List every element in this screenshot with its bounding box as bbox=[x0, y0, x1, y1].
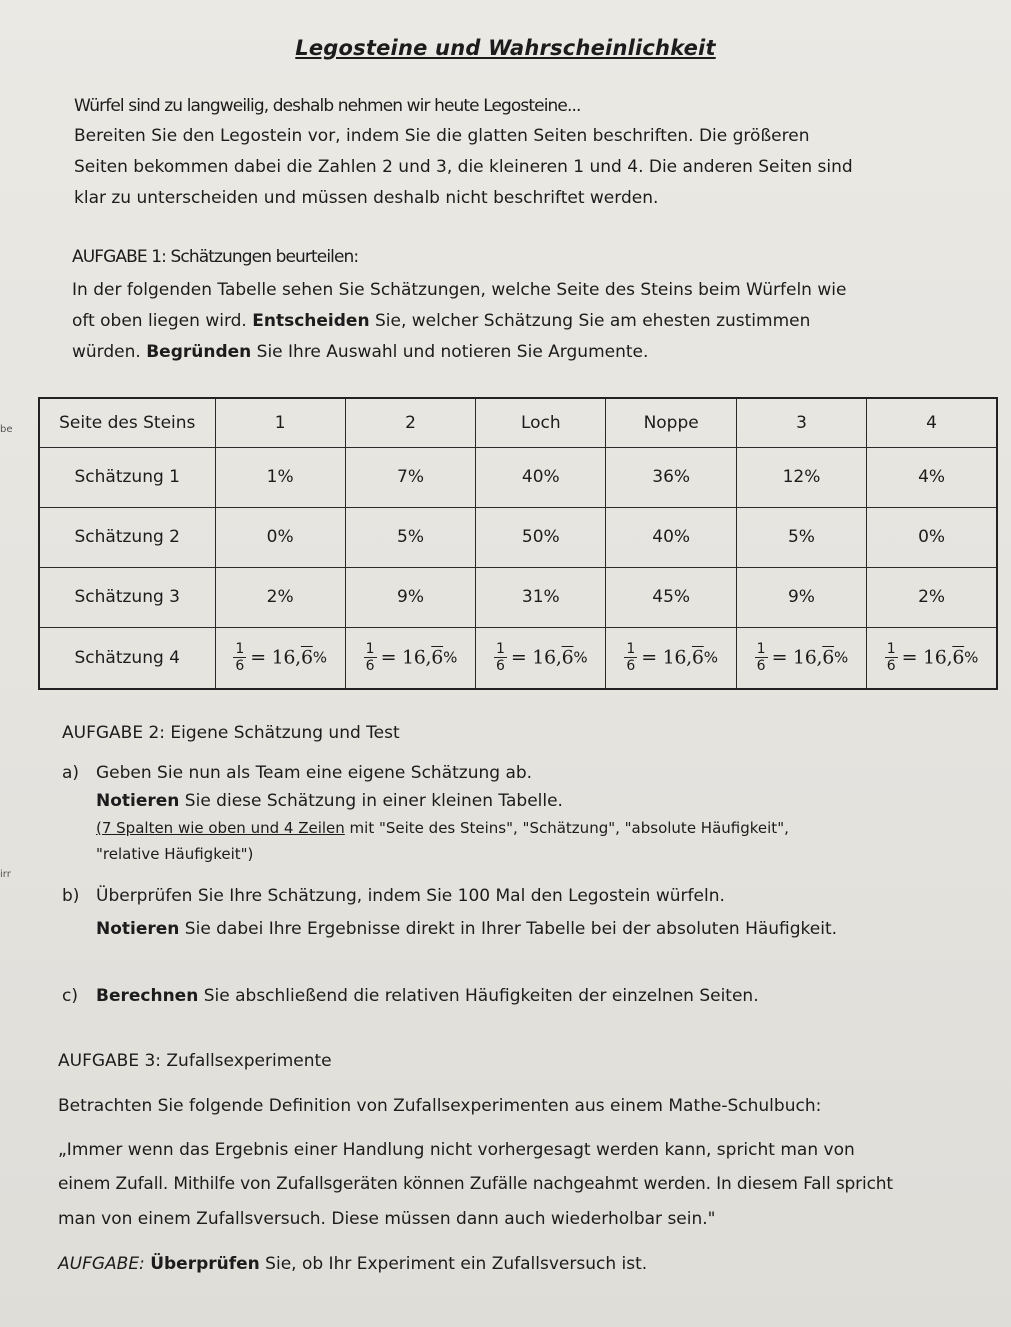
task2-a-note: (7 Spalten wie oben und 4 Zeilen mit "Seite des Steins", "Schätzung", "absolute Häufigkeit", bbox=[96, 819, 789, 837]
table-row-label: Schätzung 1 bbox=[39, 447, 215, 507]
intro-line-4: klar zu unterscheiden und müssen deshalb nicht beschriftet werden. bbox=[74, 188, 659, 208]
task1-line-1: In der folgenden Tabelle sehen Sie Schätzungen, welche Seite des Steins beim Würfeln wie bbox=[72, 280, 847, 300]
table-cell: 7% bbox=[345, 447, 475, 507]
table-row-label: Schätzung 2 bbox=[39, 507, 215, 567]
table-cell: 0% bbox=[215, 507, 345, 567]
task3-quote-2: einem Zufall. Mithilfe von Zufallsgeräten können Zufälle nachgeahmt werden. In diesem Fall spricht bbox=[58, 1174, 893, 1194]
table-cell: 4% bbox=[867, 447, 997, 507]
fraction: $\frac{1}{6}$ bbox=[756, 641, 766, 675]
table-header-cell: 3 bbox=[736, 398, 866, 447]
task2-a-label: a) bbox=[62, 763, 80, 783]
task2-b-label: b) bbox=[62, 886, 80, 906]
table-cell: 40% bbox=[606, 507, 736, 567]
table-cell: 9% bbox=[736, 567, 866, 627]
table-row-label: Schätzung 3 bbox=[39, 567, 215, 627]
intro-line-2: Bereiten Sie den Legostein vor, indem Sie die glatten Seiten beschriften. Die größeren bbox=[74, 126, 810, 146]
task3-line-1: Betrachten Sie folgende Definition von Zufallsexperimenten aus einem Mathe-Schulbuch: bbox=[58, 1096, 822, 1116]
margin-mark: be bbox=[0, 424, 13, 435]
table-row bbox=[39, 507, 997, 567]
table-header-cell: 2 bbox=[345, 398, 475, 447]
task2-a-line-1: Geben Sie nun als Team eine eigene Schätzung ab. bbox=[96, 763, 533, 783]
fraction-cell: $\frac{1}{6}$ = 16,6% bbox=[606, 627, 736, 689]
table-header-cell: Loch bbox=[476, 398, 606, 447]
task3-heading: AUFGABE 3: Zufallsexperimente bbox=[58, 1051, 332, 1071]
task3-quote-1: „Immer wenn das Ergebnis einer Handlung nicht vorhergesagt werden kann, spricht man von bbox=[58, 1140, 855, 1160]
fraction: $\frac{1}{6}$ bbox=[365, 641, 375, 675]
task2-a-note-2: "relative Häufigkeit") bbox=[96, 845, 254, 863]
margin-mark: irr bbox=[0, 869, 11, 880]
table-row-fractions bbox=[39, 627, 997, 689]
page-title: Legosteine und Wahrscheinlichkeit bbox=[295, 36, 716, 60]
intro-line-3: Seiten bekommen dabei die Zahlen 2 und 3, die kleineren 1 und 4. Die anderen Seiten sind bbox=[74, 157, 853, 177]
fraction: $\frac{1}{6}$ bbox=[495, 641, 505, 675]
estimates-table bbox=[38, 397, 998, 690]
fraction: $\frac{1}{6}$ bbox=[235, 641, 245, 675]
fraction-cell: $\frac{1}{6}$ = 16,6% bbox=[345, 627, 475, 689]
table-cell: 36% bbox=[606, 447, 736, 507]
task3-final: AUFGABE: Überprüfen Sie, ob Ihr Experiment ein Zufallsversuch ist. bbox=[58, 1254, 648, 1274]
table-cell: 2% bbox=[867, 567, 997, 627]
table-header-cell: Noppe bbox=[606, 398, 736, 447]
task1-line-3: würden. Begründen Sie Ihre Auswahl und notieren Sie Argumente. bbox=[72, 342, 649, 362]
table-cell: 50% bbox=[476, 507, 606, 567]
table-cell: 12% bbox=[736, 447, 866, 507]
table-cell: 2% bbox=[215, 567, 345, 627]
table-cell: 45% bbox=[606, 567, 736, 627]
task3-quote-3: man von einem Zufallsversuch. Diese müssen dann auch wiederholbar sein." bbox=[58, 1209, 716, 1229]
table-row bbox=[39, 567, 997, 627]
task2-c-line-1: Berechnen Sie abschließend die relativen Häufigkeiten der einzelnen Seiten. bbox=[96, 986, 759, 1006]
table-cell: 0% bbox=[867, 507, 997, 567]
intro-line-1: Würfel sind zu langweilig, deshalb nehmen wir heute Legosteine... bbox=[74, 96, 581, 116]
table-cell: 9% bbox=[345, 567, 475, 627]
fraction: $\frac{1}{6}$ bbox=[886, 641, 896, 675]
task1-heading: AUFGABE 1: Schätzungen beurteilen: bbox=[72, 247, 359, 267]
fraction-cell: $\frac{1}{6}$ = 16,6% bbox=[215, 627, 345, 689]
task2-a-line-2: Notieren Sie diese Schätzung in einer kleinen Tabelle. bbox=[96, 791, 563, 811]
table-row bbox=[39, 447, 997, 507]
table-header-cell: 4 bbox=[867, 398, 997, 447]
table-cell: 5% bbox=[345, 507, 475, 567]
task2-heading: AUFGABE 2: Eigene Schätzung und Test bbox=[62, 723, 400, 743]
table-row-label: Schätzung 4 bbox=[39, 627, 215, 689]
task1-line-2: oft oben liegen wird. Entscheiden Sie, welcher Schätzung Sie am ehesten zustimmen bbox=[72, 311, 811, 331]
task2-c-label: c) bbox=[62, 986, 78, 1006]
fraction: $\frac{1}{6}$ bbox=[626, 641, 636, 675]
table-header-cell: Seite des Steins bbox=[39, 398, 215, 447]
fraction-cell: $\frac{1}{6}$ = 16,6% bbox=[867, 627, 997, 689]
table-header-row bbox=[39, 398, 997, 447]
table-cell: 5% bbox=[736, 507, 866, 567]
fraction-cell: $\frac{1}{6}$ = 16,6% bbox=[736, 627, 866, 689]
table-header-cell: 1 bbox=[215, 398, 345, 447]
task2-b-line-1: Überprüfen Sie Ihre Schätzung, indem Sie 100 Mal den Legostein würfeln. bbox=[96, 886, 725, 906]
fraction-cell: $\frac{1}{6}$ = 16,6% bbox=[476, 627, 606, 689]
task2-b-line-2: Notieren Sie dabei Ihre Ergebnisse direkt in Ihrer Tabelle bei der absoluten Häufigkeit. bbox=[96, 919, 838, 939]
table-cell: 31% bbox=[476, 567, 606, 627]
table-cell: 1% bbox=[215, 447, 345, 507]
table-cell: 40% bbox=[476, 447, 606, 507]
